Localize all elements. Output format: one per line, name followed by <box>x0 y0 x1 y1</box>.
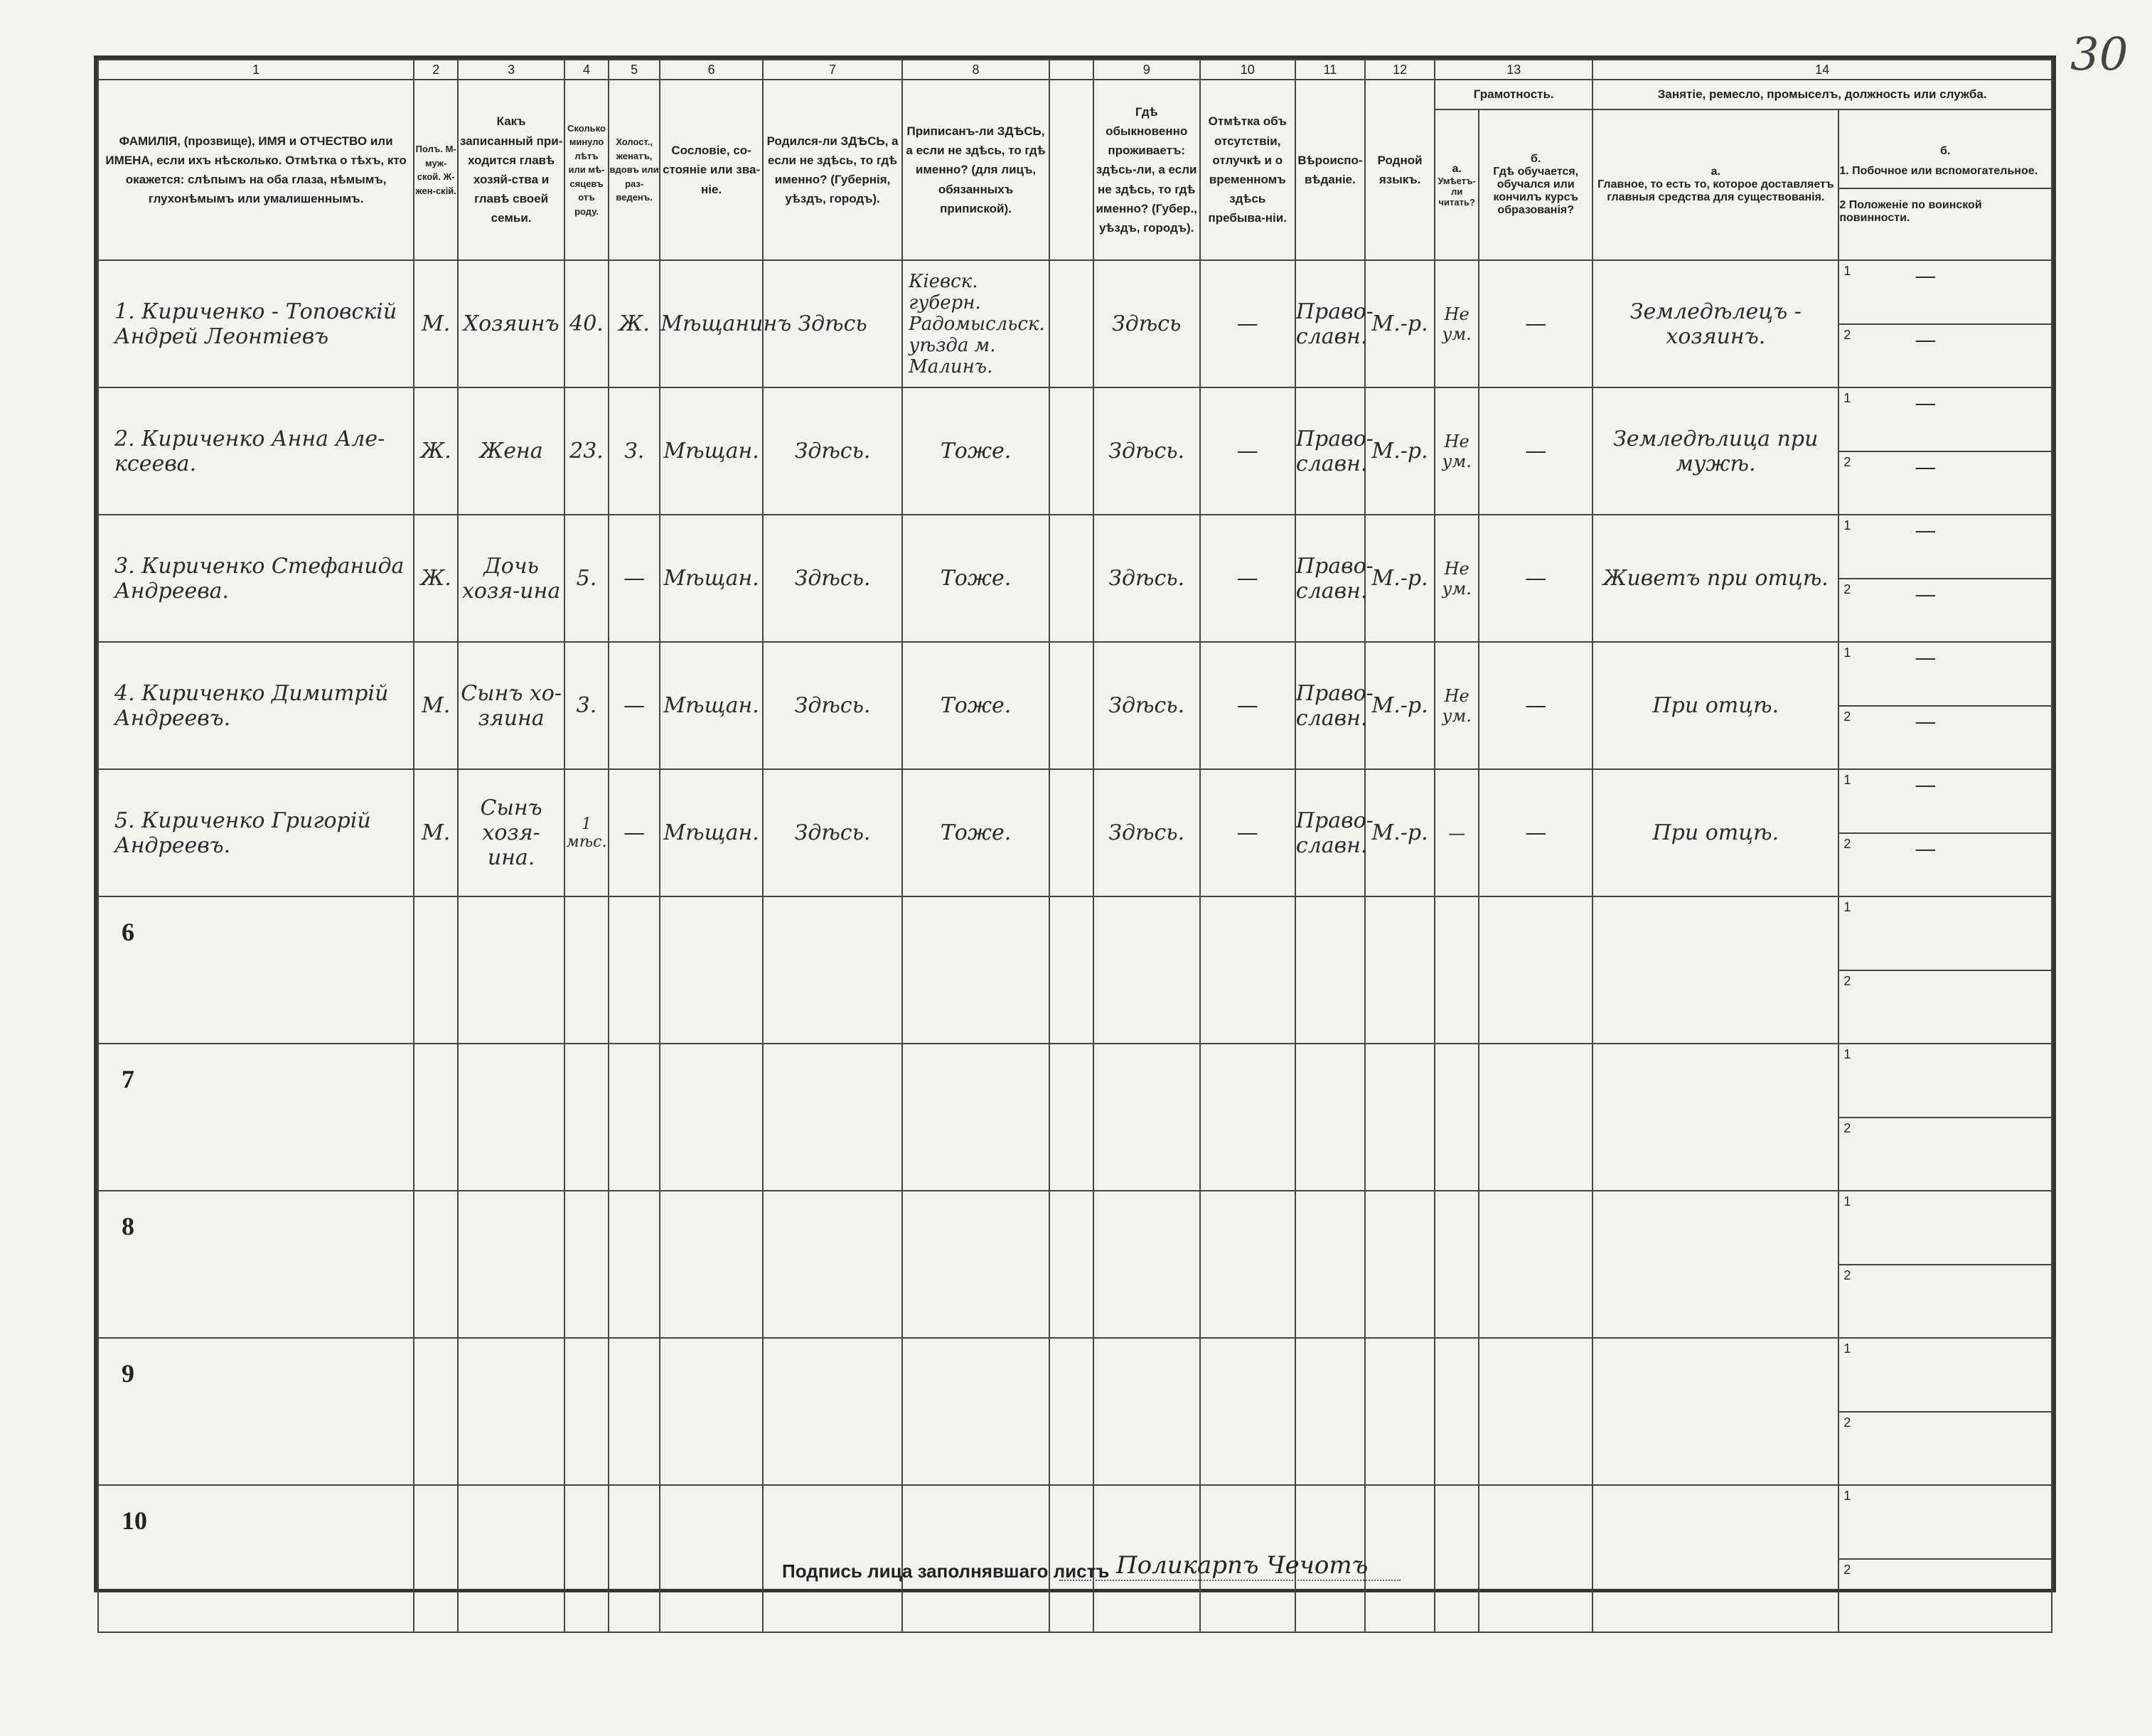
occupation-a-text: Главное, то есть то, которое доставляетъ главныя средства для существованія. <box>1597 178 1834 203</box>
header-literacy: Грамотность. <box>1435 80 1592 109</box>
sub-value-2: — <box>1915 454 1937 480</box>
spacer-cell <box>1049 387 1093 515</box>
sex-cell: М. <box>414 260 458 387</box>
age-cell: 3. <box>564 642 609 769</box>
secondary-cell <box>1838 260 2052 387</box>
census-row-empty <box>98 1191 2052 1338</box>
sub-1 <box>1839 515 2051 578</box>
sub-1: 1 <box>1843 1194 1851 1209</box>
sex-cell: М. <box>414 769 458 896</box>
name-text-1: Кириченко Анна Але- <box>141 426 385 451</box>
relation-cell: Жена <box>458 387 564 515</box>
literate-cell: — <box>1435 769 1479 896</box>
sub-2 <box>1839 451 2051 515</box>
registered-cell: Тоже. <box>902 642 1049 769</box>
sub-2 <box>1839 578 2051 642</box>
census-row-empty <box>98 1485 2052 1632</box>
occupation-a-letter: а. <box>1711 166 1720 178</box>
marital-cell: З. <box>609 387 660 515</box>
marital-cell: — <box>609 642 660 769</box>
header-born: Родился-ли ЗДѢСЬ, а если не здѣсь, то гдѣ именно? (Губернія, уѣздъ, городъ). <box>763 80 902 260</box>
name-line-1: 3. Кириченко Стефанида <box>114 553 405 579</box>
secondary-cell <box>1838 1338 2052 1485</box>
sub-1 <box>1839 770 2051 832</box>
literate-cell: Не ум. <box>1435 260 1479 387</box>
name-text-1: Кириченко - Топовскій <box>141 299 397 324</box>
language-cell: М.-р. <box>1365 515 1435 642</box>
sub-value-2: — <box>1915 836 1937 862</box>
sub-value-1: — <box>1915 773 1937 798</box>
sub-label-1: 1 <box>1843 518 1851 532</box>
signature-rule <box>1059 1580 1401 1581</box>
name-line-1: 4. Кириченко Димитрій <box>114 680 389 706</box>
absence-cell: — <box>1200 769 1295 896</box>
age-cell: 40. <box>564 260 609 387</box>
sub-1 <box>1839 643 2051 705</box>
sub-1: 1 <box>1843 900 1851 914</box>
header-estate: Сословіе, со-стояніе или зва-ніе. <box>660 80 763 260</box>
census-row <box>98 260 2052 387</box>
age-cell: 1 мѣс. <box>564 769 609 896</box>
sub-1: 1 <box>1843 1489 1851 1503</box>
religion-cell: Право-славн. <box>1295 642 1365 769</box>
sub-2 <box>1839 832 2051 896</box>
estate-cell: Мѣщан. <box>660 642 763 769</box>
header-relation: Какъ записанный при-ходится главѣ хозяй-ства и главѣ своей семьи. <box>458 80 564 260</box>
row-number: 4 <box>114 680 129 706</box>
census-row <box>98 387 2052 515</box>
education-cell: — <box>1479 515 1592 642</box>
header-occupation-b <box>1838 109 2052 260</box>
row-number: 5 <box>114 808 129 833</box>
estate-cell: Мѣщан. <box>660 515 763 642</box>
sub-label-2: 2 <box>1843 327 1851 342</box>
col-num-8: 8 <box>902 60 1049 80</box>
col-num-12: 12 <box>1365 60 1435 80</box>
name-line-1: 1. Кириченко - Топовскій <box>114 299 397 324</box>
sub-2: 2 <box>1839 1411 2051 1485</box>
sex-cell: М. <box>414 642 458 769</box>
religion-cell: Право-славн. <box>1295 260 1365 387</box>
relation-cell: Сынъ хозя-ина. <box>458 769 564 896</box>
education-cell: — <box>1479 260 1592 387</box>
age-cell: 23. <box>564 387 609 515</box>
empty-row-number: 8 <box>98 1191 414 1338</box>
header-occupation-a <box>1592 109 1838 260</box>
secondary-cell <box>1838 642 2052 769</box>
name-cell <box>98 515 414 642</box>
secondary-cell <box>1838 515 2052 642</box>
spacer-cell <box>1049 515 1093 642</box>
name-text-1: Кириченко Димитрій <box>141 680 389 706</box>
sub-2: 2 <box>1839 1117 2051 1191</box>
religion-cell: Право-славн. <box>1295 769 1365 896</box>
census-row-empty <box>98 1338 2052 1485</box>
occupation-b-letter: б. <box>1940 145 1951 157</box>
name-cell <box>98 260 414 387</box>
row-number: 1 <box>114 299 129 324</box>
col-spacer <box>1049 60 1093 80</box>
education-cell: — <box>1479 387 1592 515</box>
col-num-11: 11 <box>1295 60 1365 80</box>
col-num-14: 14 <box>1592 60 2052 80</box>
sub-value-2: — <box>1915 327 1937 353</box>
marital-cell: Ж. <box>609 260 660 387</box>
col-num-13: 13 <box>1435 60 1592 80</box>
born-cell: Здѣсь. <box>763 642 902 769</box>
header-resides: Гдѣ обыкновенно проживаетъ: здѣсь-ли, а если не здѣсь, то гдѣ именно? (Губер., уѣздъ, городъ). <box>1093 80 1200 260</box>
sub-2: 2 <box>1839 1558 2051 1632</box>
header-sex: Полъ. М-муж-ской. Ж-жен-скій. <box>414 80 458 260</box>
sub-value-2: — <box>1915 709 1937 734</box>
sub-2 <box>1839 705 2051 769</box>
sub-value-1: — <box>1915 391 1937 416</box>
col-num-9: 9 <box>1093 60 1200 80</box>
col-num-10: 10 <box>1200 60 1295 80</box>
census-row-empty <box>98 1044 2052 1191</box>
name-line-1: 5. Кириченко Григорій <box>114 808 371 833</box>
occupation-cell: Живетъ при отцѣ. <box>1592 515 1838 642</box>
empty-row-number: 7 <box>98 1044 414 1191</box>
sub-value-1: — <box>1915 264 1937 289</box>
occupation-b1-text: 1. Побочное или вспомогательное. <box>1839 165 2038 177</box>
sub-label-1: 1 <box>1843 773 1851 787</box>
occupation-cell: Земледѣлица при мужѣ. <box>1592 387 1838 515</box>
absence-cell: — <box>1200 515 1295 642</box>
secondary-cell <box>1838 387 2052 515</box>
col-num-7: 7 <box>763 60 902 80</box>
col-num-1: 1 <box>98 60 414 80</box>
name-line-1: 2. Кириченко Анна Але- <box>114 426 385 451</box>
header-literacy-b <box>1479 109 1592 260</box>
relation-cell: Дочь хозя-ина <box>458 515 564 642</box>
census-form <box>94 55 2056 1592</box>
education-cell: — <box>1479 642 1592 769</box>
spacer-cell <box>1049 260 1093 387</box>
col-num-5: 5 <box>609 60 660 80</box>
sub-2 <box>1839 323 2051 387</box>
column-header-row <box>98 80 2052 109</box>
header-registered: Приписанъ-ли ЗДѢСЬ, а если не здѣсь, то гдѣ именно? (для лицъ, обязанныхъ припиской). <box>902 80 1049 260</box>
sex-cell: Ж. <box>414 387 458 515</box>
marital-cell: — <box>609 769 660 896</box>
census-row <box>98 769 2052 896</box>
secondary-cell <box>1838 1191 2052 1338</box>
spacer-cell <box>1049 642 1093 769</box>
sub-label-2: 2 <box>1843 582 1851 596</box>
born-cell: Здѣсь <box>763 260 902 387</box>
sub-1 <box>1839 388 2051 451</box>
col-num-4: 4 <box>564 60 609 80</box>
language-cell: М.-р. <box>1365 387 1435 515</box>
header-name: ФАМИЛІЯ, (прозвище), ИМЯ и ОТЧЕСТВО или ИМЕНА, если ихъ нѣсколько. Отмѣтка о тѣхъ, кто окажется: слѣпымъ на оба глаза, нѣмымъ, глухонѣмымъ или умалишеннымъ. <box>98 80 414 260</box>
col-num-3: 3 <box>458 60 564 80</box>
empty-row-number: 6 <box>98 896 414 1044</box>
col-num-6: 6 <box>660 60 763 80</box>
marital-cell: — <box>609 515 660 642</box>
born-cell: Здѣсь. <box>763 387 902 515</box>
empty-row-number: 10 <box>98 1485 414 1632</box>
census-table <box>97 59 2052 1633</box>
resides-cell: Здѣсь <box>1093 260 1200 387</box>
name-line-2: Андреевъ. <box>114 705 231 731</box>
census-row-empty <box>98 896 2052 1044</box>
header-religion: Вѣроиспо-вѣданіе. <box>1295 80 1365 260</box>
empty-row-number: 9 <box>98 1338 414 1485</box>
language-cell: М.-р. <box>1365 769 1435 896</box>
sub-label-2: 2 <box>1843 454 1851 469</box>
born-cell: Здѣсь. <box>763 769 902 896</box>
registered-cell: Тоже. <box>902 769 1049 896</box>
relation-cell: Сынъ хо-зяина <box>458 642 564 769</box>
name-cell <box>98 769 414 896</box>
literacy-a-letter: а. <box>1452 162 1462 175</box>
education-cell: — <box>1479 769 1592 896</box>
born-cell: Здѣсь. <box>763 515 902 642</box>
sub-label-2: 2 <box>1843 709 1851 724</box>
occupation-cell: При отцѣ. <box>1592 642 1838 769</box>
literate-cell: Не ум. <box>1435 515 1479 642</box>
sub-1 <box>1839 261 2051 323</box>
absence-cell: — <box>1200 260 1295 387</box>
name-line-2: ксеева. <box>114 451 197 476</box>
row-number: 2 <box>114 426 129 451</box>
name-cell <box>98 642 414 769</box>
sub-1: 1 <box>1843 1341 1851 1356</box>
registered-cell: Тоже. <box>902 515 1049 642</box>
absence-cell: — <box>1200 387 1295 515</box>
absence-cell: — <box>1200 642 1295 769</box>
registered-cell: Тоже. <box>902 387 1049 515</box>
sub-1: 1 <box>1843 1047 1851 1061</box>
sub-2: 2 <box>1839 1264 2051 1338</box>
literate-cell: Не ум. <box>1435 387 1479 515</box>
secondary-cell <box>1838 1485 2052 1632</box>
sub-value-1: — <box>1915 518 1937 543</box>
estate-cell: Мѣщан. <box>660 769 763 896</box>
name-text-1: Кириченко Стефанида <box>141 553 405 579</box>
spacer-cell <box>1049 769 1093 896</box>
signature-label: Подпись лица заполнявшаго листъ <box>782 1560 1110 1582</box>
religion-cell: Право-славн. <box>1295 387 1365 515</box>
registered-cell: Кіевск. губерн. Радомысльск. уѣзда м. Малинъ. <box>902 260 1049 387</box>
name-line-2: Андрей Леонтіевъ <box>114 323 329 349</box>
signature-value: Поликарпъ Чечотъ <box>1116 1551 1369 1580</box>
page-number: 30 <box>2070 28 2129 81</box>
header-age: Сколько минуло лѣтъ или мѣ-сяцевъ отъ роду. <box>564 80 609 260</box>
sex-cell: Ж. <box>414 515 458 642</box>
literacy-b-letter: б. <box>1531 153 1541 165</box>
relation-cell: Хозяинъ <box>458 260 564 387</box>
census-row <box>98 642 2052 769</box>
column-number-row <box>98 60 2052 80</box>
census-row <box>98 515 2052 642</box>
occupation-b2-text: 2 Положеніе по воинской повинности. <box>1839 188 2051 225</box>
sub-label-2: 2 <box>1843 836 1851 851</box>
resides-cell: Здѣсь. <box>1093 515 1200 642</box>
header-absence: Отмѣтка объ отсутствіи, отлучкѣ и о временномъ здѣсь пребыва-ніи. <box>1200 80 1295 260</box>
name-cell <box>98 387 414 515</box>
header-language: Родной языкъ. <box>1365 80 1435 260</box>
language-cell: М.-р. <box>1365 642 1435 769</box>
secondary-cell <box>1838 896 2052 1044</box>
name-line-2: Андреевъ. <box>114 832 231 858</box>
literacy-a-text: Умѣетъ-ли читать? <box>1438 175 1476 208</box>
sub-label-1: 1 <box>1843 645 1851 660</box>
resides-cell: Здѣсь. <box>1093 387 1200 515</box>
sub-label-1: 1 <box>1843 391 1851 405</box>
col-num-2: 2 <box>414 60 458 80</box>
secondary-cell <box>1838 1044 2052 1191</box>
secondary-cell <box>1838 769 2052 896</box>
sub-label-1: 1 <box>1843 264 1851 278</box>
header-occupation: Занятіе, ремесло, промыселъ, должность или служба. <box>1592 80 2052 109</box>
resides-cell: Здѣсь. <box>1093 769 1200 896</box>
estate-cell: Мѣщан. <box>660 387 763 515</box>
occupation-cell: При отцѣ. <box>1592 769 1838 896</box>
literacy-b-text: Гдѣ обучается, обучался или кончилъ курсъ образованія? <box>1493 166 1579 216</box>
language-cell: М.-р. <box>1365 260 1435 387</box>
sub-value-1: — <box>1915 645 1937 670</box>
name-text-1: Кириченко Григорій <box>141 808 371 833</box>
row-number: 3 <box>114 553 129 579</box>
occupation-cell: Земледѣлецъ - хозяинъ. <box>1592 260 1838 387</box>
header-literacy-a <box>1435 109 1479 260</box>
header-spacer <box>1049 80 1093 260</box>
sub-value-2: — <box>1915 582 1937 607</box>
estate-cell: Мѣщанинъ <box>660 260 763 387</box>
religion-cell: Право-славн. <box>1295 515 1365 642</box>
age-cell: 5. <box>564 515 609 642</box>
literate-cell: Не ум. <box>1435 642 1479 769</box>
resides-cell: Здѣсь. <box>1093 642 1200 769</box>
header-marital: Холост., женатъ, вдовъ или раз-веденъ. <box>609 80 660 260</box>
name-line-2: Андреева. <box>114 578 230 604</box>
sub-2: 2 <box>1839 970 2051 1044</box>
